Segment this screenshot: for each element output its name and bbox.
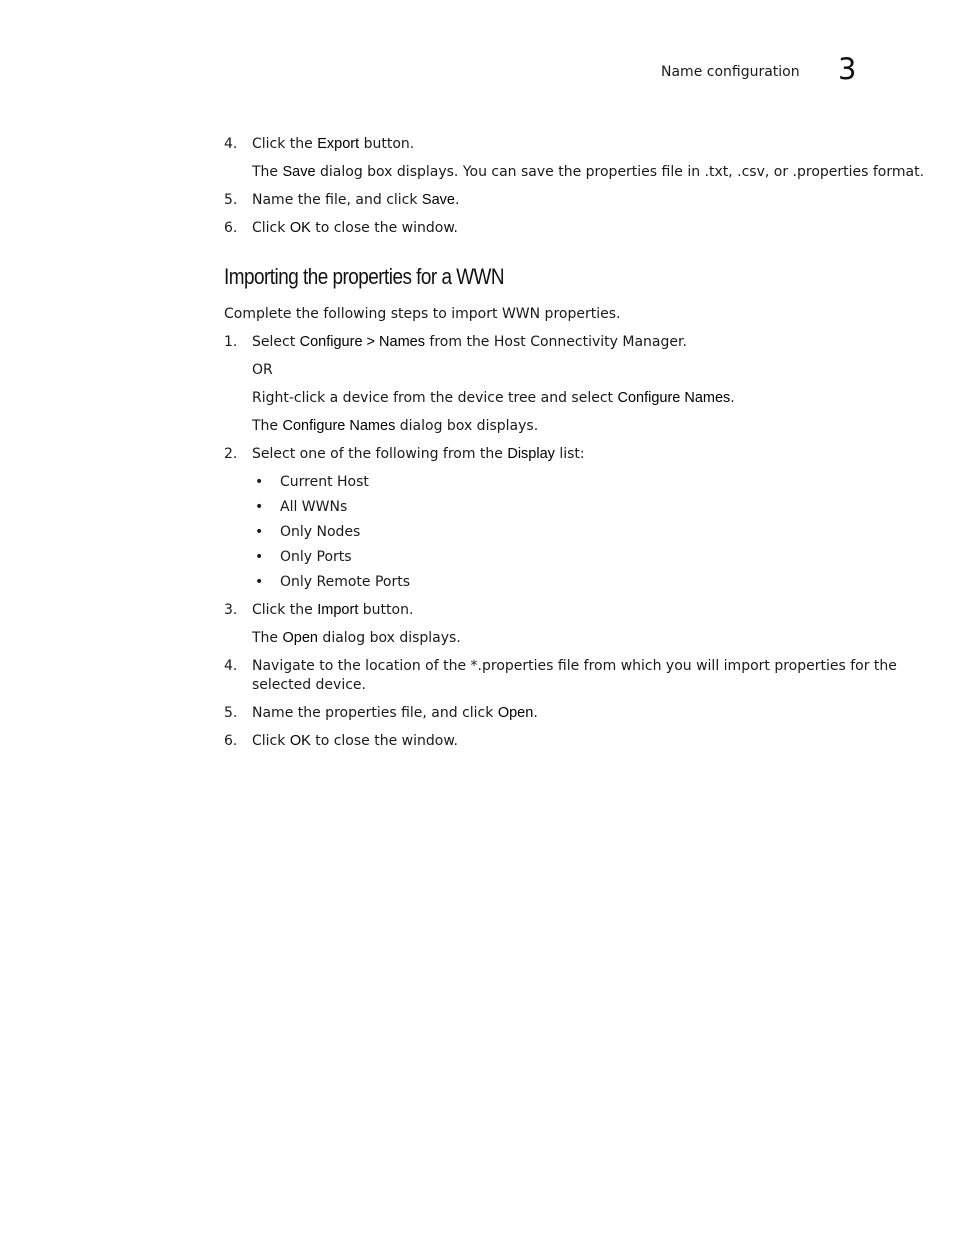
save-dialog-ref: Save <box>282 164 316 180</box>
step-text: Click OK to close the window. <box>252 220 458 236</box>
bullet-icon: • <box>255 499 264 515</box>
step-number: 6. <box>224 220 238 236</box>
step-text: selected device. <box>252 677 366 693</box>
configure-names-ref: Configure Names <box>617 390 731 406</box>
step-number: 6. <box>224 733 238 749</box>
step-number: 5. <box>224 705 238 721</box>
step-number: 4. <box>224 658 238 674</box>
bullet-icon: • <box>255 524 264 540</box>
bullet-icon: • <box>255 574 264 590</box>
display-list-ref: Display <box>507 446 555 462</box>
ok-button-ref: OK <box>289 733 311 749</box>
step-note: The Configure Names dialog box displays. <box>252 418 539 434</box>
section-intro: Complete the following steps to import WWN properties. <box>224 306 621 322</box>
step-text: Click the Export button. <box>252 136 415 152</box>
step-number: 1. <box>224 334 238 350</box>
step-text: Click the Import button. <box>252 602 414 618</box>
step-text: Select Configure > Names from the Host Connectivity Manager. <box>252 334 687 350</box>
running-header-title: Name configuration <box>661 64 800 80</box>
step-note: The Save dialog box displays. You can save the properties file in .txt, .csv, or .properties format. <box>252 164 925 180</box>
open-button-ref: Open <box>497 705 534 721</box>
step-number: 2. <box>224 446 238 462</box>
step-number: 5. <box>224 192 238 208</box>
step-text: Select one of the following from the Display list: <box>252 446 585 462</box>
chapter-number: 3 <box>838 52 857 86</box>
step-number: 3. <box>224 602 238 618</box>
step-text: Navigate to the location of the *.properties file from which you will import properties for the <box>252 658 897 674</box>
step-text: Click OK to close the window. <box>252 733 458 749</box>
step-text: Name the properties file, and click Open. <box>252 705 538 721</box>
step-text: Name the file, and click Save. <box>252 192 460 208</box>
step-number: 4. <box>224 136 238 152</box>
step-text: Right-click a device from the device tree and select Configure Names. <box>252 390 735 406</box>
section-heading: Importing the properties for a WWN <box>224 264 505 289</box>
menu-path-ref: Configure > Names <box>299 334 425 350</box>
bullet-icon: • <box>255 549 264 565</box>
configure-names-dialog-ref: Configure Names <box>282 418 396 434</box>
bullet-icon: • <box>255 474 264 490</box>
save-button-ref: Save <box>421 192 455 208</box>
step-note: The Open dialog box displays. <box>252 630 461 646</box>
ok-button-ref: OK <box>289 220 311 236</box>
export-button-ref: Export <box>317 136 360 152</box>
open-dialog-ref: Open <box>282 630 318 646</box>
import-button-ref: Import <box>317 602 359 618</box>
